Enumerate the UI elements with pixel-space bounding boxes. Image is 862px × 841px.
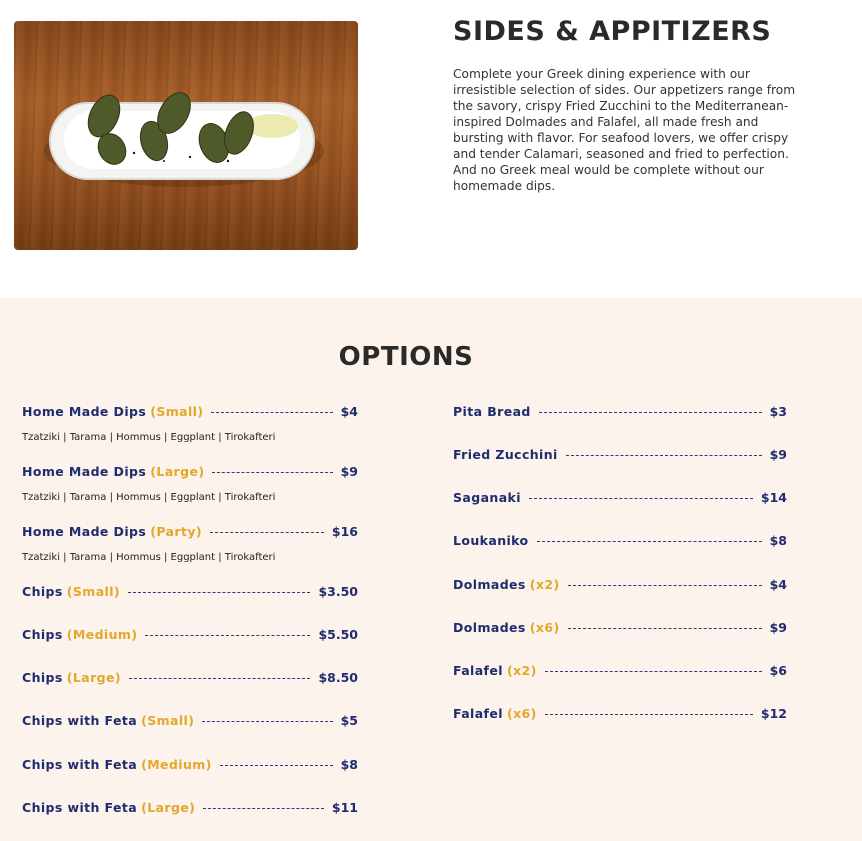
- dotted-leader: [203, 808, 324, 809]
- item-price: $9: [769, 619, 787, 635]
- dotted-leader: [539, 412, 762, 413]
- item-name: Pita Bread: [453, 403, 531, 419]
- item-price: $8: [340, 756, 358, 772]
- menu-item: [22, 402, 358, 420]
- item-size: (Medium): [141, 756, 212, 772]
- menu-item: [453, 488, 787, 506]
- dotted-leader: [568, 628, 762, 629]
- intro-description: Complete your Greek dining experience with our irresistible selection of sides. Our appetizers range from the savory, crispy Fried Zucchini to the Mediterranean-inspired Dolmades and Falafel, all made fresh and bursting with flavor. For seafood lovers, we offer crispy and tender Calamari, seasoned and fried to perfection. And no Greek meal would be complete without our homemade dips.: [453, 67, 796, 193]
- dotted-leader: [145, 635, 310, 636]
- menu-item: [453, 402, 787, 420]
- item-size: (x2): [506, 662, 537, 678]
- item-name: Chips (Medium): [22, 626, 138, 642]
- item-price: $16: [331, 523, 358, 539]
- intro-section: [0, 0, 862, 298]
- item-price: $14: [760, 489, 787, 505]
- item-size: (Small): [150, 403, 204, 419]
- item-size: (Large): [66, 669, 121, 685]
- item-name: Fried Zucchini: [453, 446, 558, 462]
- item-description: Tzatziki | Tarama | Hommus | Eggplant | Tirokafteri: [22, 552, 276, 563]
- item-size: (Small): [141, 712, 195, 728]
- item-name: Home Made Dips (Party): [22, 523, 202, 539]
- item-size: (Medium): [66, 626, 138, 642]
- dotted-leader: [210, 532, 324, 533]
- page-title: SIDES & APPITIZERS: [453, 16, 772, 47]
- item-price: $3.50: [318, 583, 358, 599]
- item-price: $3: [769, 403, 787, 419]
- item-size: (Small): [66, 583, 121, 599]
- item-name: Chips with Feta (Small): [22, 712, 195, 728]
- dotted-leader: [202, 721, 332, 722]
- dotted-leader: [566, 455, 762, 456]
- item-description: Tzatziki | Tarama | Hommus | Eggplant | Tirokafteri: [22, 492, 276, 503]
- item-price: $12: [760, 705, 787, 721]
- item-name: Home Made Dips (Large): [22, 463, 205, 479]
- item-price: $9: [769, 446, 787, 462]
- menu-item: [453, 445, 787, 463]
- item-name: Chips (Large): [22, 669, 121, 685]
- menu-item: [22, 755, 358, 773]
- menu-item: [22, 668, 358, 686]
- dotted-leader: [568, 585, 762, 586]
- item-name: Dolmades (x2): [453, 576, 560, 592]
- dotted-leader: [128, 592, 310, 593]
- menu-item: [453, 661, 787, 679]
- item-name: Chips with Feta (Medium): [22, 756, 212, 772]
- item-name: Home Made Dips (Small): [22, 403, 204, 419]
- item-price: $8: [769, 532, 787, 548]
- item-name: Loukaniko: [453, 532, 529, 548]
- item-price: $4: [769, 576, 787, 592]
- item-name: Chips (Small): [22, 583, 121, 599]
- item-size: (Large): [150, 463, 205, 479]
- item-name: Falafel (x2): [453, 662, 537, 678]
- item-price: $5: [340, 712, 358, 728]
- item-size: (x6): [529, 619, 560, 635]
- options-section: [0, 298, 862, 841]
- item-description: Tzatziki | Tarama | Hommus | Eggplant | Tirokafteri: [22, 432, 276, 443]
- item-price: $5.50: [318, 626, 358, 642]
- dolmades-photo: [14, 21, 358, 250]
- menu-item: [22, 522, 358, 540]
- item-price: $11: [331, 799, 358, 815]
- item-price: $6: [769, 662, 787, 678]
- options-title: OPTIONS: [338, 342, 474, 372]
- dolmades-plate-illustration: [14, 21, 358, 250]
- menu-item: [22, 582, 358, 600]
- item-size: (Large): [141, 799, 196, 815]
- menu-item: [453, 575, 787, 593]
- item-price: $9: [340, 463, 358, 479]
- menu-item: [22, 798, 358, 816]
- item-size: (x2): [529, 576, 560, 592]
- dotted-leader: [129, 678, 310, 679]
- dotted-leader: [537, 541, 762, 542]
- item-name: Chips with Feta (Large): [22, 799, 196, 815]
- menu-item: [453, 704, 787, 722]
- menu-item: [453, 618, 787, 636]
- item-price: $8.50: [318, 669, 358, 685]
- item-name: Falafel (x6): [453, 705, 537, 721]
- menu-item: [22, 711, 358, 729]
- item-name: Saganaki: [453, 489, 521, 505]
- item-size: (Party): [150, 523, 202, 539]
- item-name: Dolmades (x6): [453, 619, 560, 635]
- item-price: $4: [340, 403, 358, 419]
- dotted-leader: [220, 765, 333, 766]
- item-size: (x6): [506, 705, 537, 721]
- dotted-leader: [529, 498, 753, 499]
- menu-item: [22, 462, 358, 480]
- dotted-leader: [212, 472, 332, 473]
- dotted-leader: [211, 412, 332, 413]
- menu-item: [22, 625, 358, 643]
- dotted-leader: [545, 671, 762, 672]
- dotted-leader: [545, 714, 753, 715]
- menu-item: [453, 531, 787, 549]
